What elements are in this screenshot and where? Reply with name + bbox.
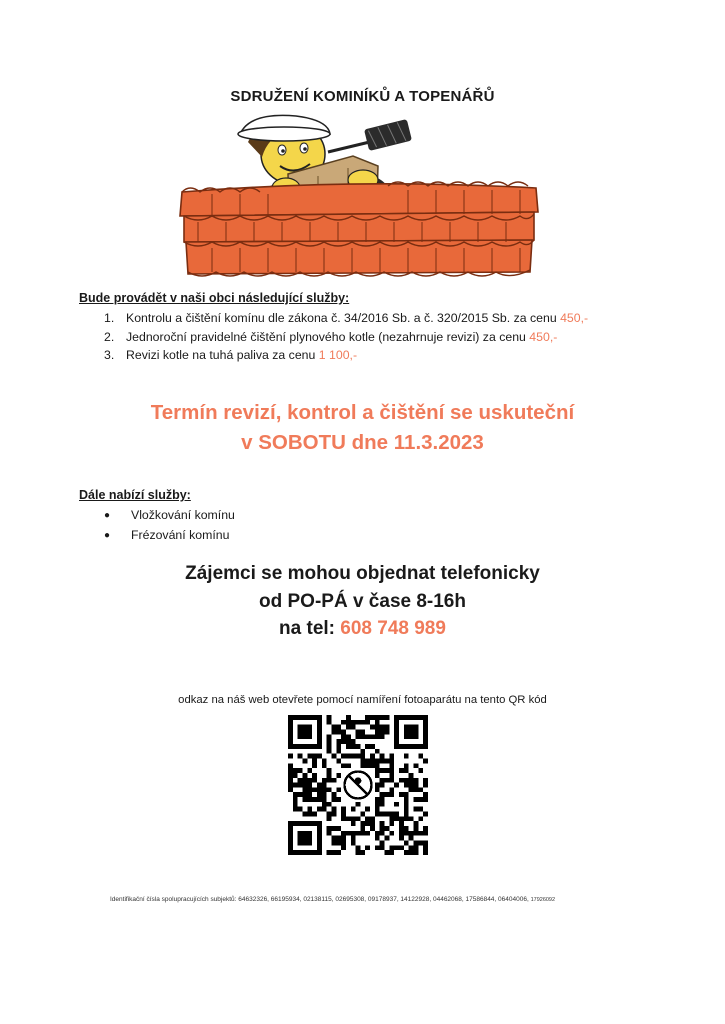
contact-line-2: od PO-PÁ v čase 8-16h — [259, 591, 466, 612]
extra-service-text: Frézování komínu — [131, 527, 230, 542]
list-item — [104, 309, 588, 328]
phone-number[interactable]: 608 748 989 — [340, 618, 446, 639]
list-number: 1. — [104, 311, 115, 325]
service-text: Kontrolu a čištění komínu dle zákona č. 34/2016 Sb. a č. 320/2015 Sb. za cenu — [126, 311, 561, 325]
list-number: 2. — [104, 329, 115, 344]
list-item — [104, 526, 235, 546]
announcement-line-1: Termín revizí, kontrol a čištění se uskuteční — [150, 401, 575, 424]
service-price: 1 100,- — [318, 348, 358, 362]
list-item — [104, 328, 588, 347]
service-price: 450,- — [560, 311, 589, 325]
bullet-icon: ● — [104, 529, 111, 541]
chimney-sweep-on-roof-icon — [178, 112, 540, 282]
list-number: 3. — [104, 348, 115, 362]
list-item — [104, 346, 588, 365]
page-title: SDRUŽENÍ KOMINÍKŮ A TOPENÁŘŮ — [230, 88, 495, 105]
bullet-icon: ● — [104, 510, 111, 521]
extra-service-text: Vložkování komínu — [131, 508, 235, 522]
extra-services-heading: Dále nabízí služby: — [79, 488, 191, 502]
announcement-date: v SOBOTU dne 11.3.2023 — [241, 431, 484, 454]
footer-last-id: 17926092 — [530, 897, 556, 903]
services-heading: Bude provádět v naši obci následující služby: — [79, 291, 350, 305]
contact-line-1: Zájemci se mohou objednat telefonicky — [185, 563, 540, 584]
list-item — [104, 506, 235, 526]
extra-services-list — [104, 506, 235, 545]
qr-caption: odkaz na náš web otevřete pomocí namíření fotoaparátu na tento QR kód — [178, 694, 547, 706]
footer-ids — [110, 896, 555, 903]
service-text: Revizi kotle na tuhá paliva za cenu — [126, 348, 319, 362]
qr-code-icon[interactable] — [288, 715, 428, 855]
footer-text: Identifikační čísla spolupracujících subjektů: 64632326, 66195934, 02138115, 02695308, 09178937, 14122928, 04462068, 17586844, 06404006, — [110, 896, 529, 903]
phone-prefix: na tel: — [279, 618, 341, 639]
services-list — [104, 309, 588, 365]
contact-line-3 — [0, 615, 725, 643]
service-text: Jednoroční pravidelné čištění plynového kotle (nezahrnuje revizi) za cenu — [126, 329, 530, 344]
service-price: 450,- — [529, 329, 558, 344]
